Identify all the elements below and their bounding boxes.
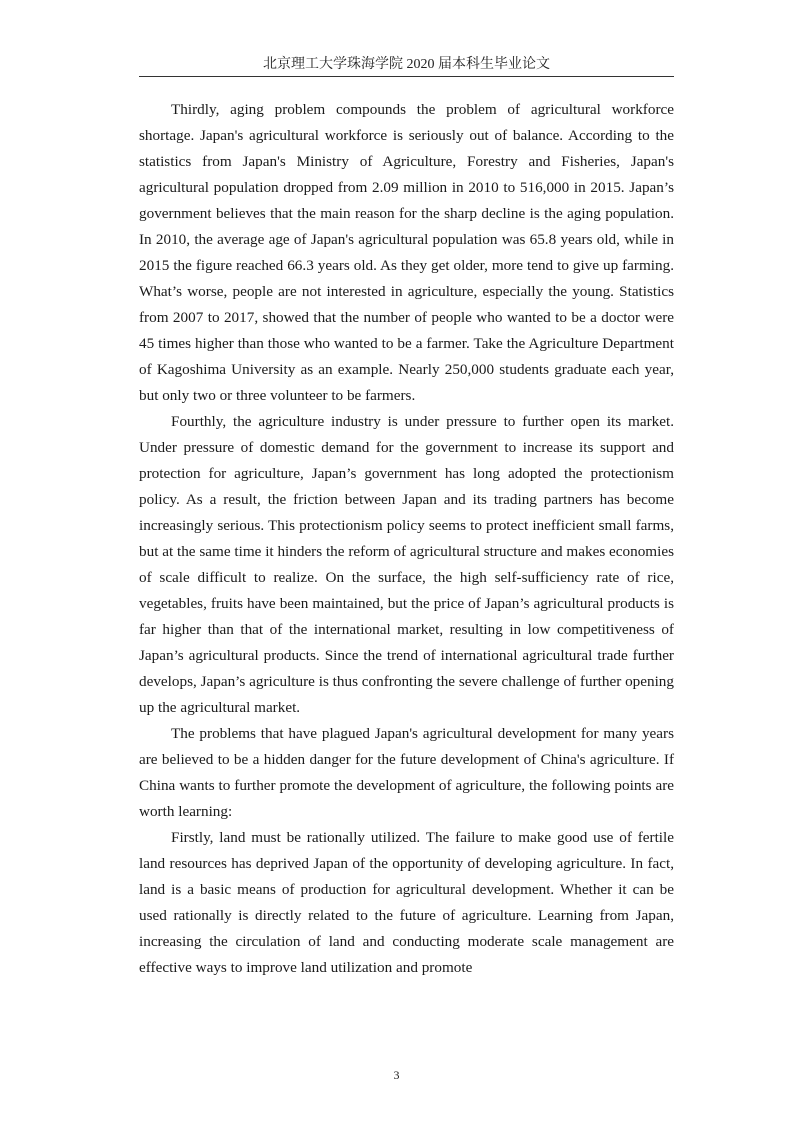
- page-header-title: 北京理工大学珠海学院 2020 届本科生毕业论文: [263, 57, 550, 72]
- page-number: 3: [393, 1068, 400, 1082]
- paragraph-land-utilization: Firstly, land must be rationally utilized. The failure to make good use of fertile land resources has deprived Japan of the opportunity of developing agriculture. In fact, land is a basic means of production for agricultural development. Whether it can be used rationally is directly related to the future of agriculture. Learning from Japan, increasing the circulation of land and conducting moderate scale management are effective ways to improve land utilization and promote: [139, 829, 674, 976]
- paragraph-aging-workforce: Thirdly, aging problem compounds the problem of agricultural workforce shortage. Japan's agricultural workforce is seriously out of balance. According to the statistics from Japan's Ministry of Agriculture, Forestry and Fisheries, Japan's agricultural population dropped from 2.09 million in 2010 to 516,000 in 2015. Japan’s government believes that the main reason for the sharp decline is the aging population. In 2010, the average age of Japan's agricultural population was 65.8 years old, while in 2015 the figure reached 66.3 years old. As they get older, more tend to give up farming. What’s worse, people are not interested in agriculture, especially the young. Statistics from 2007 to 2017, showed that the number of people who wanted to be a doctor were 45 times higher than those who wanted to be a farmer. Take the Agriculture Department of Kagoshima University as an example. Nearly 250,000 students graduate each year, but only two or three volunteer to be farmers.: [139, 101, 674, 404]
- document-body: [139, 97, 674, 981]
- header-divider: [139, 76, 674, 77]
- paragraph-market-pressure: Fourthly, the agriculture industry is under pressure to further open its market. Under pressure of domestic demand for the government to increase its support and protection for agriculture, Japan’s government has long adopted the protectionism policy. As a result, the friction between Japan and its trading partners has become increasingly serious. This protectionism policy seems to protect inefficient small farms, but at the same time it hinders the reform of agricultural structure and makes economies of scale difficult to realize. On the surface, the high self-sufficiency rate of rice, vegetables, fruits have been maintained, but the price of Japan’s agricultural products is far higher than that of the international market, resulting in low competitiveness of Japan’s agricultural products. Since the trend of international agricultural trade further develops, Japan’s agriculture is thus confronting the severe challenge of further opening up the agricultural market.: [139, 413, 674, 716]
- paragraph-lessons-intro: The problems that have plagued Japan's agricultural development for many years are believed to be a hidden danger for the future development of China's agriculture. If China wants to further promote the development of agriculture, the following points are worth learning:: [139, 725, 674, 820]
